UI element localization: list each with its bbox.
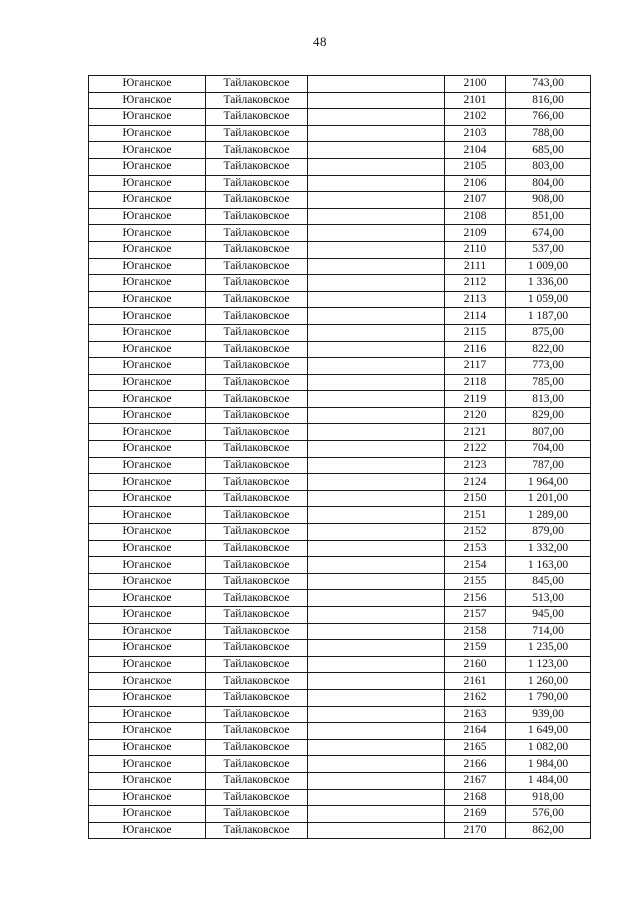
table-row [89,540,591,557]
number-cell: 2159 [445,640,506,657]
table-row [89,689,591,706]
district-cell: Юганское [89,109,206,126]
number-cell: 2156 [445,590,506,607]
district-cell: Юганское [89,341,206,358]
district-cell: Юганское [89,507,206,524]
district-cell: Юганское [89,424,206,441]
district-cell: Юганское [89,142,206,159]
district-cell: Юганское [89,275,206,292]
table-row [89,275,591,292]
blank-cell [308,772,445,789]
number-cell: 2114 [445,308,506,325]
field-cell: Тайлаковское [206,407,308,424]
district-cell: Юганское [89,391,206,408]
field-cell: Тайлаковское [206,208,308,225]
district-cell: Юганское [89,258,206,275]
blank-cell [308,158,445,175]
district-cell: Юганское [89,822,206,839]
field-cell: Тайлаковское [206,474,308,491]
value-cell: 787,00 [506,457,591,474]
table-row [89,772,591,789]
district-cell: Юганское [89,208,206,225]
value-cell: 576,00 [506,806,591,823]
blank-cell [308,557,445,574]
number-cell: 2111 [445,258,506,275]
value-cell: 1 187,00 [506,308,591,325]
table-row [89,706,591,723]
table-row [89,125,591,142]
value-cell: 813,00 [506,391,591,408]
field-cell: Тайлаковское [206,739,308,756]
table-row [89,640,591,657]
value-cell: 875,00 [506,324,591,341]
value-cell: 845,00 [506,573,591,590]
blank-cell [308,573,445,590]
field-cell: Тайлаковское [206,225,308,242]
blank-cell [308,590,445,607]
value-cell: 1 964,00 [506,474,591,491]
blank-cell [308,92,445,109]
blank-cell [308,673,445,690]
district-cell: Юганское [89,308,206,325]
field-cell: Тайлаковское [206,822,308,839]
number-cell: 2167 [445,772,506,789]
number-cell: 2100 [445,76,506,93]
district-cell: Юганское [89,656,206,673]
value-cell: 773,00 [506,358,591,375]
district-cell: Юганское [89,374,206,391]
number-cell: 2106 [445,175,506,192]
district-cell: Юганское [89,806,206,823]
value-cell: 1 260,00 [506,673,591,690]
value-cell: 1 336,00 [506,275,591,292]
field-cell: Тайлаковское [206,623,308,640]
blank-cell [308,822,445,839]
value-cell: 1 235,00 [506,640,591,657]
table-row [89,391,591,408]
value-cell: 788,00 [506,125,591,142]
field-cell: Тайлаковское [206,507,308,524]
value-cell: 1 790,00 [506,689,591,706]
district-cell: Юганское [89,291,206,308]
table-row [89,225,591,242]
blank-cell [308,208,445,225]
value-cell: 939,00 [506,706,591,723]
number-cell: 2107 [445,192,506,209]
value-cell: 918,00 [506,789,591,806]
field-cell: Тайлаковское [206,806,308,823]
table-row [89,142,591,159]
number-cell: 2104 [445,142,506,159]
district-cell: Юганское [89,490,206,507]
number-cell: 2102 [445,109,506,126]
blank-cell [308,490,445,507]
blank-cell [308,623,445,640]
blank-cell [308,540,445,557]
value-cell: 743,00 [506,76,591,93]
number-cell: 2153 [445,540,506,557]
field-cell: Тайлаковское [206,324,308,341]
number-cell: 2117 [445,358,506,375]
field-cell: Тайлаковское [206,590,308,607]
field-cell: Тайлаковское [206,258,308,275]
district-cell: Юганское [89,590,206,607]
table-row [89,241,591,258]
field-cell: Тайлаковское [206,341,308,358]
blank-cell [308,723,445,740]
district-cell: Юганское [89,607,206,624]
field-cell: Тайлаковское [206,689,308,706]
number-cell: 2113 [445,291,506,308]
blank-cell [308,706,445,723]
blank-cell [308,424,445,441]
number-cell: 2112 [445,275,506,292]
value-cell: 945,00 [506,607,591,624]
number-cell: 2157 [445,607,506,624]
table-row [89,656,591,673]
field-cell: Тайлаковское [206,656,308,673]
blank-cell [308,109,445,126]
value-cell: 879,00 [506,524,591,541]
number-cell: 2163 [445,706,506,723]
district-cell: Юганское [89,474,206,491]
field-cell: Тайлаковское [206,391,308,408]
number-cell: 2122 [445,441,506,458]
value-cell: 908,00 [506,192,591,209]
field-cell: Тайлаковское [206,125,308,142]
blank-cell [308,341,445,358]
blank-cell [308,358,445,375]
number-cell: 2169 [445,806,506,823]
value-cell: 785,00 [506,374,591,391]
district-cell: Юганское [89,673,206,690]
number-cell: 2118 [445,374,506,391]
blank-cell [308,291,445,308]
table-row [89,308,591,325]
district-cell: Юганское [89,640,206,657]
value-cell: 862,00 [506,822,591,839]
district-cell: Юганское [89,241,206,258]
field-cell: Тайлаковское [206,540,308,557]
table-row [89,109,591,126]
blank-cell [308,308,445,325]
blank-cell [308,441,445,458]
table-row [89,341,591,358]
field-cell: Тайлаковское [206,76,308,93]
field-cell: Тайлаковское [206,673,308,690]
registry-table [88,75,591,839]
field-cell: Тайлаковское [206,241,308,258]
blank-cell [308,142,445,159]
table-row [89,822,591,839]
value-cell: 851,00 [506,208,591,225]
number-cell: 2124 [445,474,506,491]
table-row [89,76,591,93]
table-row [89,441,591,458]
field-cell: Тайлаковское [206,291,308,308]
field-cell: Тайлаковское [206,142,308,159]
value-cell: 1 123,00 [506,656,591,673]
blank-cell [308,607,445,624]
blank-cell [308,524,445,541]
district-cell: Юганское [89,524,206,541]
table-row [89,623,591,640]
district-cell: Юганское [89,772,206,789]
blank-cell [308,125,445,142]
district-cell: Юганское [89,158,206,175]
table-row [89,374,591,391]
district-cell: Юганское [89,623,206,640]
table-row [89,457,591,474]
district-cell: Юганское [89,756,206,773]
blank-cell [308,457,445,474]
field-cell: Тайлаковское [206,490,308,507]
field-cell: Тайлаковское [206,573,308,590]
field-cell: Тайлаковское [206,756,308,773]
value-cell: 714,00 [506,623,591,640]
blank-cell [308,391,445,408]
field-cell: Тайлаковское [206,374,308,391]
district-cell: Юганское [89,192,206,209]
blank-cell [308,656,445,673]
table-row [89,590,591,607]
table-row [89,723,591,740]
value-cell: 1 332,00 [506,540,591,557]
field-cell: Тайлаковское [206,723,308,740]
blank-cell [308,507,445,524]
number-cell: 2103 [445,125,506,142]
value-cell: 513,00 [506,590,591,607]
number-cell: 2115 [445,324,506,341]
value-cell: 1 984,00 [506,756,591,773]
table-row [89,739,591,756]
number-cell: 2166 [445,756,506,773]
field-cell: Тайлаковское [206,109,308,126]
number-cell: 2154 [445,557,506,574]
district-cell: Юганское [89,457,206,474]
field-cell: Тайлаковское [206,457,308,474]
value-cell: 1 201,00 [506,490,591,507]
blank-cell [308,474,445,491]
value-cell: 766,00 [506,109,591,126]
field-cell: Тайлаковское [206,772,308,789]
number-cell: 2121 [445,424,506,441]
table-row [89,407,591,424]
table-row [89,158,591,175]
value-cell: 822,00 [506,341,591,358]
field-cell: Тайлаковское [206,308,308,325]
district-cell: Юганское [89,573,206,590]
value-cell: 1 649,00 [506,723,591,740]
blank-cell [308,739,445,756]
district-cell: Юганское [89,92,206,109]
blank-cell [308,76,445,93]
number-cell: 2109 [445,225,506,242]
blank-cell [308,806,445,823]
value-cell: 685,00 [506,142,591,159]
number-cell: 2151 [445,507,506,524]
field-cell: Тайлаковское [206,424,308,441]
blank-cell [308,192,445,209]
district-cell: Юганское [89,689,206,706]
table-row [89,673,591,690]
district-cell: Юганское [89,225,206,242]
table-row [89,490,591,507]
district-cell: Юганское [89,723,206,740]
table-row [89,806,591,823]
field-cell: Тайлаковское [206,607,308,624]
value-cell: 1 082,00 [506,739,591,756]
table-row [89,358,591,375]
blank-cell [308,407,445,424]
value-cell: 1 009,00 [506,258,591,275]
value-cell: 1 059,00 [506,291,591,308]
table-row [89,607,591,624]
number-cell: 2150 [445,490,506,507]
field-cell: Тайлаковское [206,524,308,541]
number-cell: 2155 [445,573,506,590]
value-cell: 807,00 [506,424,591,441]
number-cell: 2110 [445,241,506,258]
table-row [89,424,591,441]
table-row [89,324,591,341]
value-cell: 804,00 [506,175,591,192]
district-cell: Юганское [89,125,206,142]
blank-cell [308,275,445,292]
number-cell: 2170 [445,822,506,839]
district-cell: Юганское [89,557,206,574]
blank-cell [308,640,445,657]
blank-cell [308,225,445,242]
table-row [89,557,591,574]
district-cell: Юганское [89,76,206,93]
field-cell: Тайлаковское [206,158,308,175]
value-cell: 674,00 [506,225,591,242]
blank-cell [308,789,445,806]
table-body [89,76,591,839]
field-cell: Тайлаковское [206,789,308,806]
value-cell: 1 163,00 [506,557,591,574]
value-cell: 537,00 [506,241,591,258]
blank-cell [308,374,445,391]
blank-cell [308,689,445,706]
field-cell: Тайлаковское [206,441,308,458]
field-cell: Тайлаковское [206,92,308,109]
blank-cell [308,258,445,275]
field-cell: Тайлаковское [206,706,308,723]
table-row [89,573,591,590]
table-row [89,756,591,773]
table-row [89,291,591,308]
number-cell: 2161 [445,673,506,690]
value-cell: 1 484,00 [506,772,591,789]
district-cell: Юганское [89,441,206,458]
blank-cell [308,175,445,192]
district-cell: Юганское [89,789,206,806]
number-cell: 2119 [445,391,506,408]
value-cell: 803,00 [506,158,591,175]
table-row [89,507,591,524]
number-cell: 2158 [445,623,506,640]
value-cell: 704,00 [506,441,591,458]
field-cell: Тайлаковское [206,557,308,574]
table-row [89,92,591,109]
number-cell: 2165 [445,739,506,756]
number-cell: 2160 [445,656,506,673]
blank-cell [308,324,445,341]
number-cell: 2101 [445,92,506,109]
value-cell: 816,00 [506,92,591,109]
number-cell: 2116 [445,341,506,358]
blank-cell [308,241,445,258]
blank-cell [308,756,445,773]
value-cell: 829,00 [506,407,591,424]
table-row [89,208,591,225]
table-row [89,474,591,491]
number-cell: 2123 [445,457,506,474]
table-row [89,192,591,209]
number-cell: 2105 [445,158,506,175]
number-cell: 2168 [445,789,506,806]
number-cell: 2120 [445,407,506,424]
field-cell: Тайлаковское [206,358,308,375]
district-cell: Юганское [89,540,206,557]
table-row [89,258,591,275]
number-cell: 2164 [445,723,506,740]
table-row [89,175,591,192]
district-cell: Юганское [89,324,206,341]
district-cell: Юганское [89,407,206,424]
field-cell: Тайлаковское [206,640,308,657]
table-row [89,789,591,806]
field-cell: Тайлаковское [206,192,308,209]
district-cell: Юганское [89,175,206,192]
page-number: 48 [313,34,327,49]
number-cell: 2152 [445,524,506,541]
district-cell: Юганское [89,706,206,723]
field-cell: Тайлаковское [206,275,308,292]
value-cell: 1 289,00 [506,507,591,524]
number-cell: 2108 [445,208,506,225]
district-cell: Юганское [89,739,206,756]
district-cell: Юганское [89,358,206,375]
field-cell: Тайлаковское [206,175,308,192]
table-row [89,524,591,541]
number-cell: 2162 [445,689,506,706]
